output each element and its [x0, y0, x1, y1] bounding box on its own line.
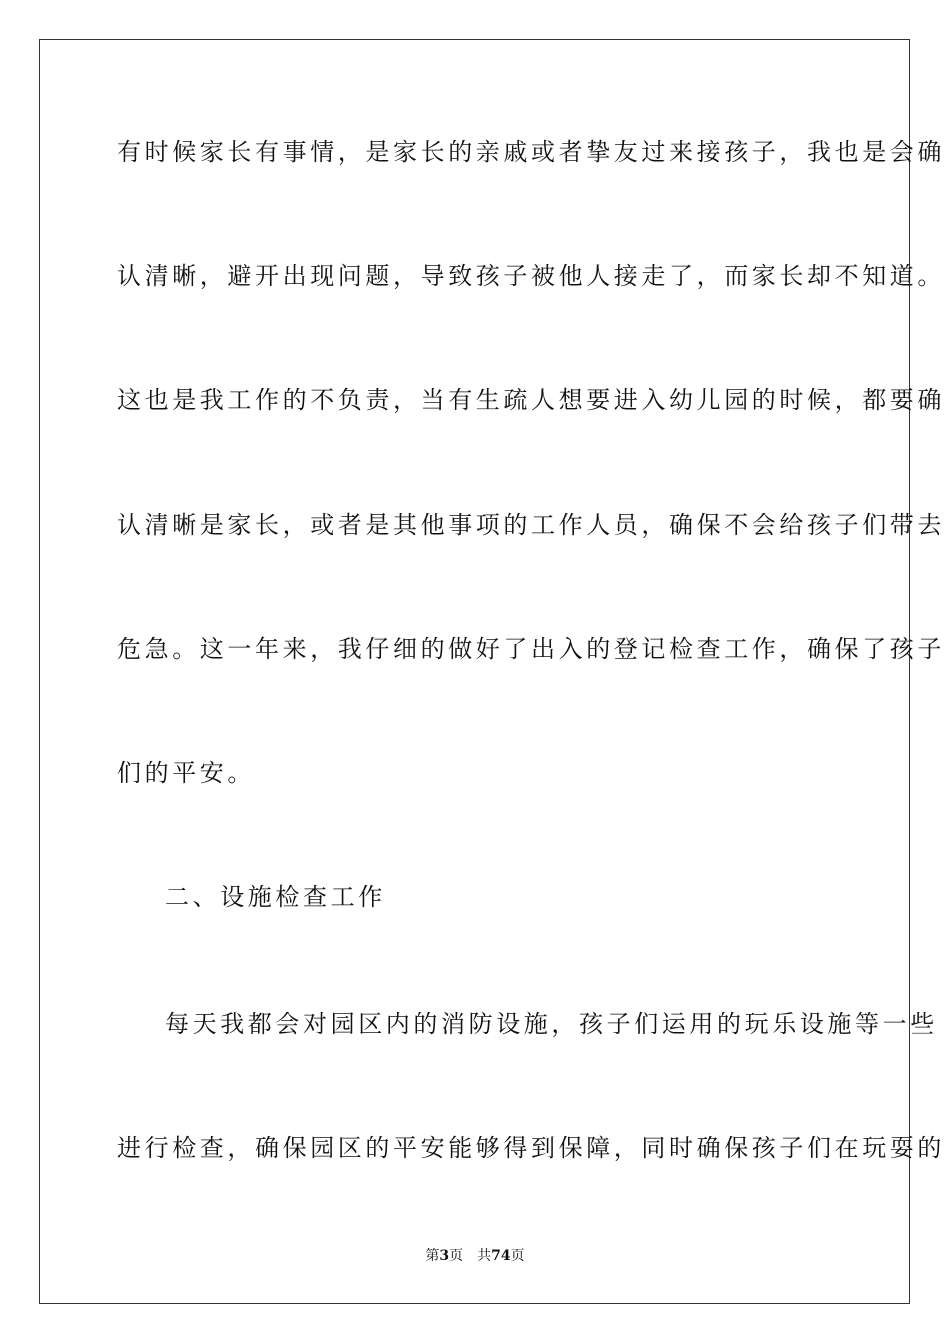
body-text-line-3: 这也是我工作的不负责，当有生疏人想要进入幼儿园的时候，都要确	[117, 386, 945, 414]
body-text-line-2: 认清晰，避开出现问题，导致孩子被他人接走了，而家长却不知道。	[117, 262, 945, 290]
body-text-line-8: 进行检查，确保园区的平安能够得到保障，同时确保孩子们在玩耍的	[117, 1134, 945, 1162]
body-text-line-7: 每天我都会对园区内的消防设施，孩子们运用的玩乐设施等一些	[165, 1010, 938, 1038]
body-text-line-4: 认清晰是家长，或者是其他事项的工作人员，确保不会给孩子们带去	[117, 511, 945, 539]
body-text-line-5: 危急。这一年来，我仔细的做好了出入的登记检查工作，确保了孩子	[117, 635, 945, 663]
footer-page-prefix: 第	[425, 1248, 440, 1264]
footer-total-prefix: 共	[477, 1248, 492, 1264]
footer-page-suffix: 页	[449, 1248, 464, 1264]
section-heading: 二、设施检查工作	[165, 883, 386, 911]
footer-total-suffix: 页	[510, 1248, 525, 1264]
page-footer	[0, 1247, 950, 1265]
footer-total-number: 74	[491, 1248, 511, 1264]
footer-page-number: 3	[439, 1248, 450, 1264]
page-border	[39, 39, 945, 1304]
body-text-line-1: 有时候家长有事情，是家长的亲戚或者挚友过来接孩子，我也是会确	[117, 138, 945, 166]
body-text-line-6: 们的平安。	[117, 759, 255, 787]
